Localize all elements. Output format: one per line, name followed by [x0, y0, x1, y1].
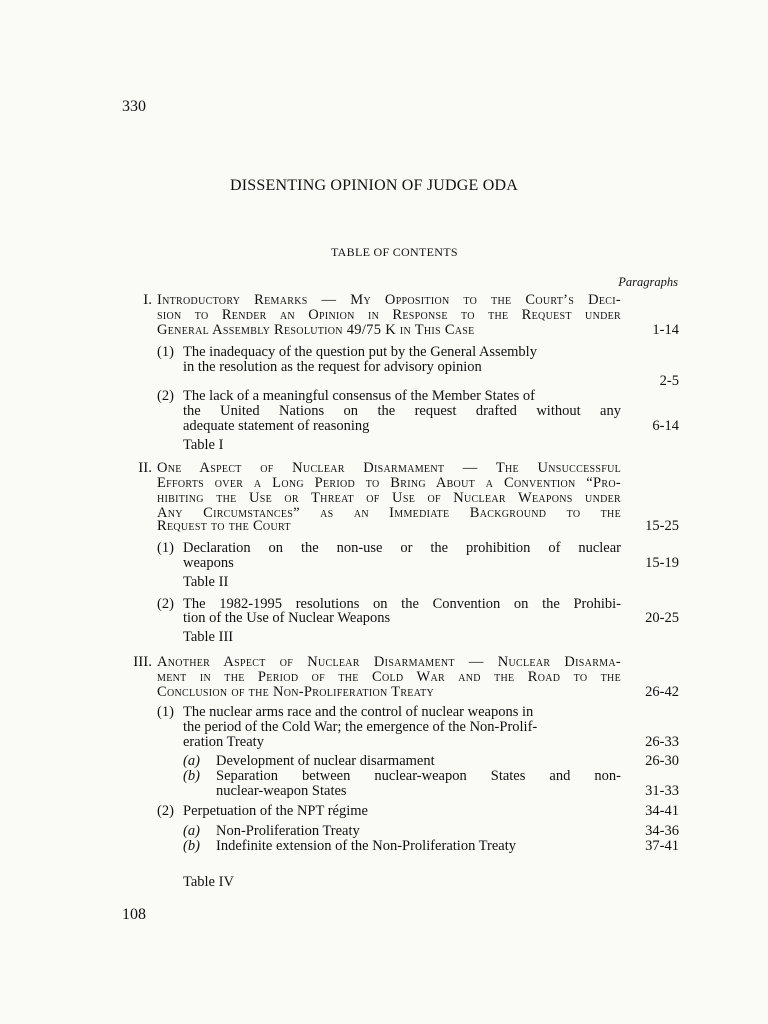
subitem-paragraphs: 34-36	[645, 823, 679, 839]
subitem-label: (a)	[183, 823, 200, 839]
subitem-line: nuclear-weapon States	[216, 783, 347, 799]
item-label: (1)	[157, 704, 174, 720]
section-heading-line: hibiting the Use or Threat of Use of Nuclear Weapons under	[157, 490, 621, 506]
table-reference: Table IV	[183, 874, 234, 890]
section-heading-line: Another Aspect of Nuclear Disarmament — Nuclear Disarma-	[157, 654, 621, 670]
section-heading-line: Any Circumstances” as an Immediate Background to the	[157, 505, 621, 521]
item-paragraphs: 34-41	[645, 803, 679, 819]
item-line: adequate statement of reasoning	[183, 418, 370, 434]
section-numeral: III.	[133, 654, 152, 670]
item-line: eration Treaty	[183, 734, 264, 750]
section-paragraphs: 15-25	[645, 518, 679, 534]
section-heading-line: One Aspect of Nuclear Disarmament — The Unsuccessful	[157, 460, 621, 476]
toc-heading: TABLE OF CONTENTS	[331, 245, 458, 259]
item-line: weapons	[183, 555, 234, 571]
page-title: DISSENTING OPINION OF JUDGE ODA	[230, 177, 518, 194]
page-number-top: 330	[122, 98, 146, 115]
table-reference: Table II	[183, 574, 229, 590]
item-label: (2)	[157, 803, 174, 819]
item-paragraphs: 6-14	[652, 418, 679, 434]
section-paragraphs: 26-42	[645, 684, 679, 700]
section-heading-line: Efforts over a Long Period to Bring About a Convention “Pro-	[157, 475, 621, 491]
item-paragraphs: 2-5	[659, 373, 679, 389]
subitem-line: Non-Proliferation Treaty	[216, 823, 360, 839]
item-line: The lack of a meaningful consensus of the Member States of	[183, 388, 535, 404]
subitem-line: Separation between nuclear-weapon States and non-	[216, 768, 621, 784]
section-heading-line: Conclusion of the Non-Proliferation Treaty	[157, 684, 435, 700]
item-label: (1)	[157, 540, 174, 556]
item-line: The inadequacy of the question put by the General Assembly	[183, 344, 537, 360]
subitem-paragraphs: 31-33	[645, 783, 679, 799]
item-label: (2)	[157, 388, 174, 404]
item-line: The nuclear arms race and the control of nuclear weapons in	[183, 704, 534, 720]
item-label: (2)	[157, 596, 174, 612]
page-number-bottom: 108	[122, 906, 146, 923]
item-line: The 1982-1995 resolutions on the Convention on the Prohibi-	[183, 596, 621, 612]
section-numeral: I.	[143, 292, 152, 308]
item-line: the period of the Cold War; the emergence of the Non-Prolif-	[183, 719, 538, 735]
section-numeral: II.	[138, 460, 152, 476]
item-line: Declaration on the non-use or the prohibition of nuclear	[183, 540, 621, 556]
item-line: the United Nations on the request drafted without any	[183, 403, 621, 419]
section-heading-line: Introductory Remarks — My Opposition to the Court’s Deci-	[157, 292, 621, 308]
subitem-paragraphs: 26-30	[645, 753, 679, 769]
subitem-paragraphs: 37-41	[645, 838, 679, 854]
section-heading-line: sion to Render an Opinion in Response to the Request under	[157, 307, 621, 323]
table-reference: Table I	[183, 437, 224, 453]
section-heading-line: General Assembly Resolution 49/75 K in This Case	[157, 322, 475, 338]
item-label: (1)	[157, 344, 174, 360]
subitem-label: (b)	[183, 838, 200, 854]
section-heading-line: Request to the Court	[157, 518, 291, 534]
item-paragraphs: 20-25	[645, 610, 679, 626]
section-paragraphs: 1-14	[652, 322, 679, 338]
item-paragraphs: 15-19	[645, 555, 679, 571]
paragraphs-label: Paragraphs	[618, 275, 678, 289]
item-line: in the resolution as the request for advisory opinion	[183, 359, 482, 375]
subitem-label: (b)	[183, 768, 200, 784]
section-heading-line: ment in the Period of the Cold War and the Road to the	[157, 669, 621, 685]
subitem-line: Development of nuclear disarmament	[216, 753, 435, 769]
subitem-line: Indefinite extension of the Non-Proliferation Treaty	[216, 838, 517, 854]
item-paragraphs: 26-33	[645, 734, 679, 750]
table-reference: Table III	[183, 629, 234, 645]
subitem-label: (a)	[183, 753, 200, 769]
item-line: tion of the Use of Nuclear Weapons	[183, 610, 391, 626]
item-line: Perpetuation of the NPT régime	[183, 803, 368, 819]
